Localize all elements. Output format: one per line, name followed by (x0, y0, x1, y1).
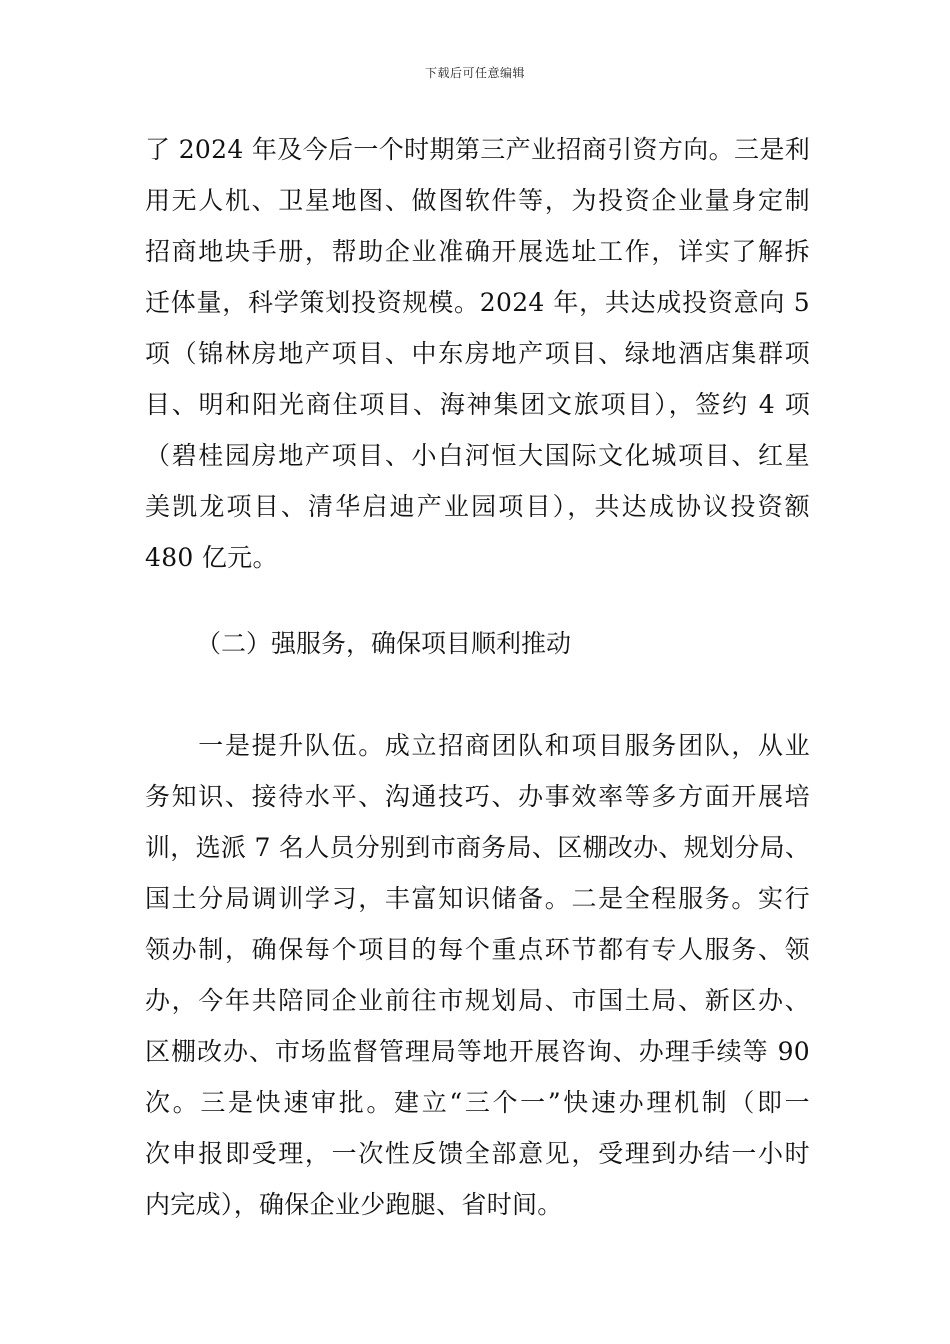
paragraph-line: 了 2024 年及今后一个时期第三产业招商引资方向。三是利 (145, 135, 810, 164)
section-heading: （二）强服务，确保项目顺利推动 (196, 629, 572, 658)
paragraph-line: 美凯龙项目、清华启迪产业园项目），共达成协议投资额 (145, 492, 810, 521)
paragraph-line: 次申报即受理，一次性反馈全部意见，受理到办结一小时 (145, 1139, 810, 1168)
paragraph-line: 招商地块手册，帮助企业准确开展选址工作，详实了解拆 (145, 237, 810, 266)
page-header-note: 下载后可任意编辑 (424, 66, 525, 80)
paragraph-line: 480 亿元。 (145, 543, 278, 572)
paragraph-service (145, 720, 810, 1230)
paragraph-line: 项（锦林房地产项目、中东房地产项目、绿地酒店集群项 (145, 339, 810, 368)
paragraph-line: 国土分局调训学习，丰富知识储备。二是全程服务。实行 (145, 884, 810, 913)
paragraph-investment-direction (145, 124, 810, 583)
paragraph-line: 内完成），确保企业少跑腿、省时间。 (145, 1190, 563, 1219)
paragraph-line: 次。三是快速审批。建立“三个一”快速办理机制（即一 (145, 1088, 810, 1117)
paragraph-line: （碧桂园房地产项目、小白河恒大国际文化城项目、红星 (145, 441, 810, 470)
paragraph-line: 一是提升队伍。成立招商团队和项目服务团队，从业 (145, 731, 810, 760)
paragraph-line: 务知识、接待水平、沟通技巧、办事效率等多方面开展培 (145, 782, 810, 811)
paragraph-line: 办，今年共陪同企业前往市规划局、市国土局、新区办、 (145, 986, 810, 1015)
paragraph-line: 用无人机、卫星地图、做图软件等，为投资企业量身定制 (145, 186, 810, 215)
paragraph-line: 领办制，确保每个项目的每个重点环节都有专人服务、领 (145, 935, 810, 964)
paragraph-line: 区棚改办、市场监督管理局等地开展咨询、办理手续等 90 (145, 1037, 810, 1066)
paragraph-line: 目、明和阳光商住项目、海神集团文旅项目），签约 4 项 (145, 390, 810, 419)
paragraph-line: 迁体量，科学策划投资规模。2024 年，共达成投资意向 5 (145, 288, 810, 317)
paragraph-line: 训，选派 7 名人员分别到市商务局、区棚改办、规划分局、 (145, 833, 811, 862)
